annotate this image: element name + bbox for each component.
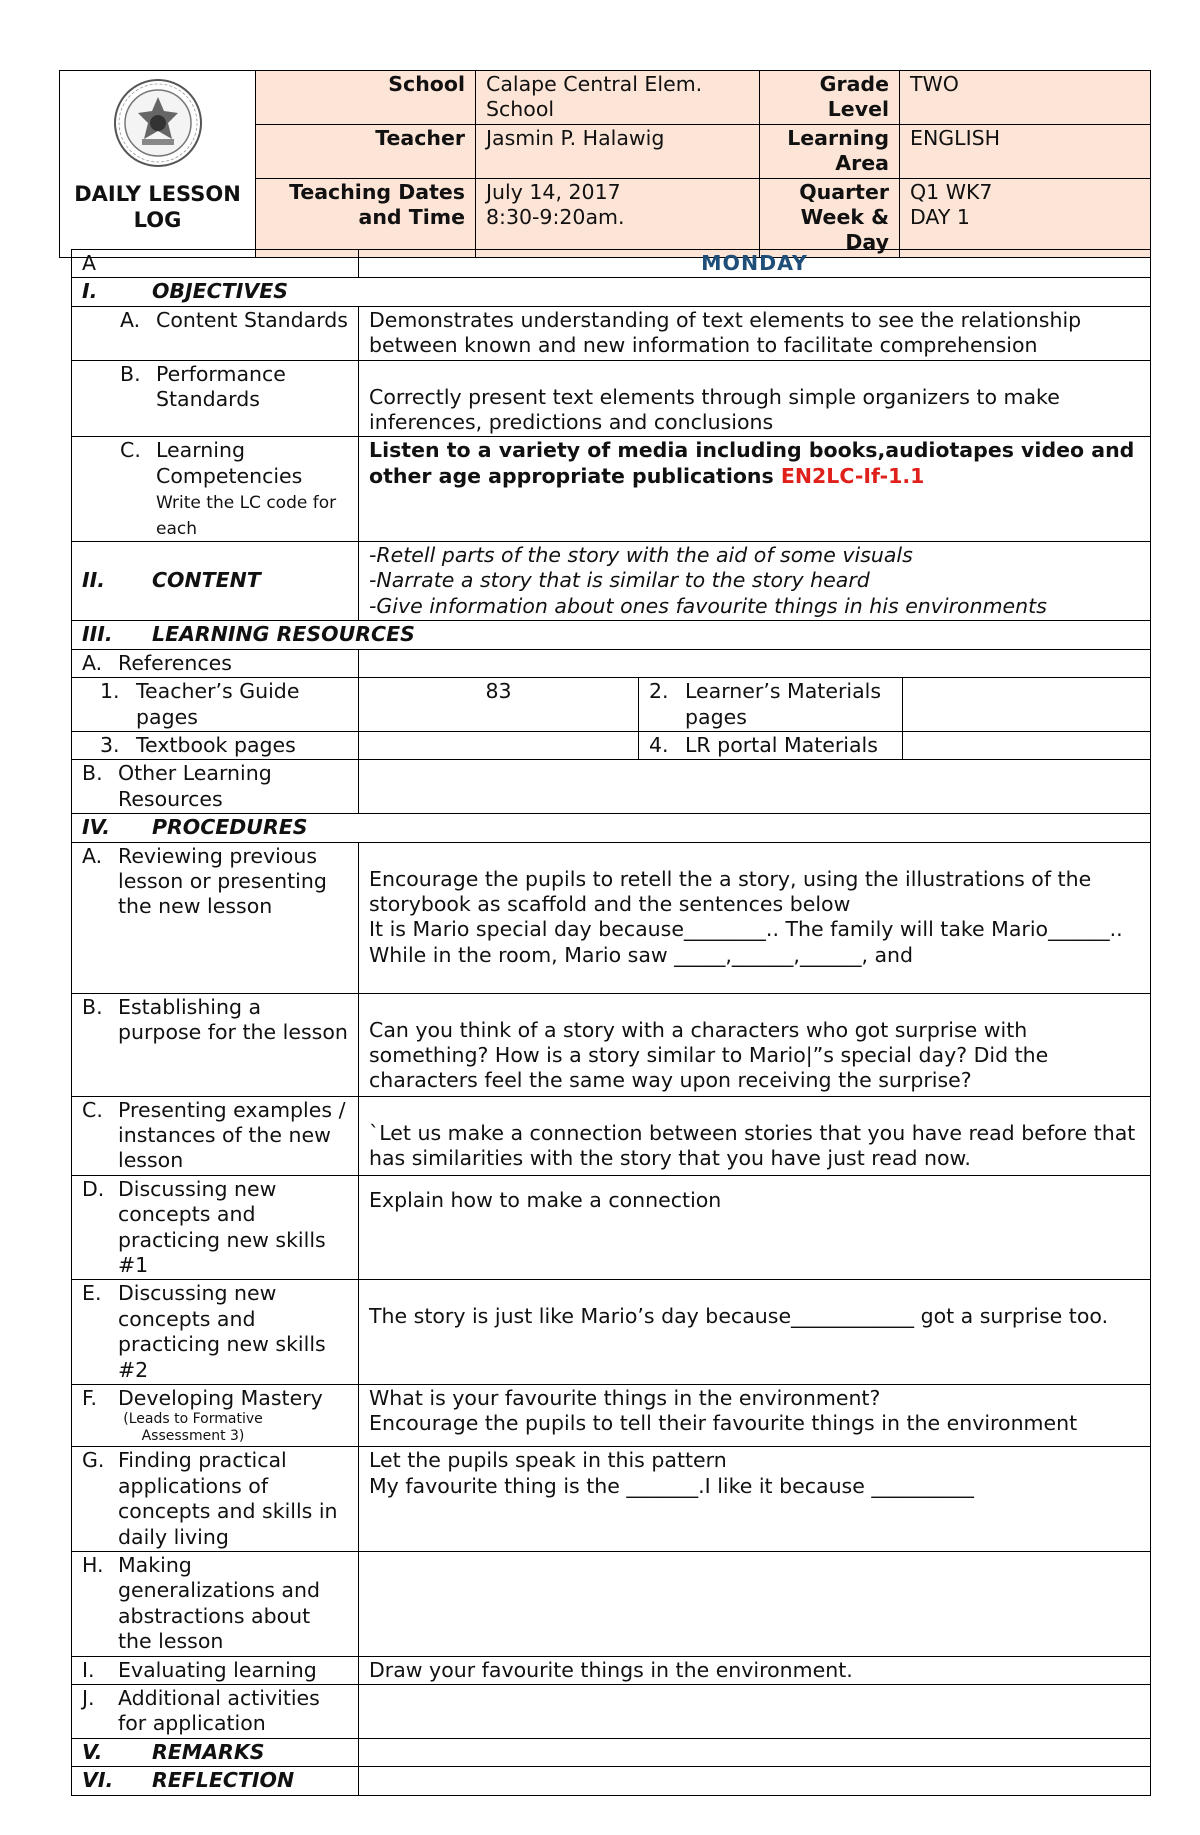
objectives-num: I.: [82, 279, 98, 304]
proc-c-row: [72, 1096, 1151, 1175]
proc-a-row: [72, 842, 1151, 993]
proc-j-key: J.: [82, 1686, 95, 1711]
performance-standards-text: Performance Standards: [156, 361, 286, 412]
proc-a-line1: Encourage the pupils to retell the a story, using the illustrations of the storybook as scaffold and the sentences below: [369, 866, 1092, 916]
resources-heading: [72, 621, 1151, 649]
proc-f-key: F.: [82, 1386, 98, 1410]
reflection-title: REFLECTION: [152, 1768, 295, 1793]
proc-c-value: `Let us make a connection between stories that you have read before that has similarities with the story that you have just read now.: [359, 1096, 1151, 1175]
remarks-num: V.: [82, 1739, 103, 1764]
day-row: [72, 250, 1151, 278]
area-label: Learning Area: [760, 124, 900, 178]
proc-e-text: Discussing new concepts and practicing new skills #2: [118, 1281, 326, 1382]
content-value: [359, 542, 1151, 621]
logo-title: [70, 181, 245, 233]
proc-g-value: [359, 1447, 1151, 1552]
proc-i-key: I.: [82, 1657, 95, 1682]
proc-b-label: [72, 993, 359, 1096]
remarks-title: REMARKS: [152, 1739, 265, 1764]
school-value: Calape Central Elem. School: [476, 71, 760, 125]
proc-i-text: Evaluating learning: [118, 1657, 317, 1682]
competencies-row: [72, 437, 1151, 542]
proc-g-line1: Let the pupils speak in this pattern: [369, 1448, 727, 1473]
content-line-1: -Retell parts of the story with the aid of some visuals: [369, 543, 913, 568]
header-row-school: [60, 71, 1151, 125]
day-label: MONDAY: [359, 250, 1151, 278]
proc-f-line1: What is your favourite things in the environment?: [369, 1386, 881, 1410]
quarter-value: [900, 178, 1151, 257]
procedures-title: PROCEDURES: [152, 815, 308, 840]
proc-a-line2: It is Mario special day because________.. The family will take Mario______.. While in the room, Mario saw _____,______,______, and: [369, 917, 1123, 967]
tg-label: [72, 678, 359, 732]
proc-a-value: [359, 842, 1151, 993]
logo-title-line1: DAILY LESSON: [74, 182, 241, 207]
content-row: [72, 542, 1151, 621]
proc-i-label: [72, 1656, 359, 1684]
lm-value: [903, 678, 1151, 732]
proc-f-value: [359, 1385, 1151, 1447]
content-heading: [72, 542, 359, 621]
performance-standards-value: Correctly present text elements through simple organizers to make inferences, predictions and conclusions: [359, 360, 1151, 437]
proc-a-key: A.: [82, 843, 103, 868]
proc-g-row: [72, 1447, 1151, 1552]
proc-j-label: [72, 1685, 359, 1739]
proc-j-text: Additional activities for application: [118, 1686, 320, 1736]
objectives-title: OBJECTIVES: [152, 279, 288, 304]
proc-c-label: [72, 1096, 359, 1175]
col-a-label: A: [72, 250, 359, 278]
performance-standards-key: B.: [120, 361, 141, 386]
reflection-heading: [72, 1767, 359, 1795]
proc-g-key: G.: [82, 1448, 105, 1473]
proc-c-key: C.: [82, 1097, 103, 1122]
quarter-value-line2: DAY 1: [910, 205, 970, 230]
references-text: References: [118, 650, 232, 675]
proc-g-line2: My favourite thing is the _______.I like it because __________: [369, 1473, 974, 1498]
quarter-label: Quarter Week & Day: [760, 178, 900, 257]
proc-h-row: [72, 1552, 1151, 1657]
lc-code: EN2LC-If-1.1: [780, 463, 925, 488]
content-standards-key: A.: [120, 307, 141, 332]
proc-a-text: Reviewing previous lesson or presenting the new lesson: [118, 843, 327, 919]
other-resources-value: [359, 760, 1151, 814]
tb-key: 3.: [100, 732, 120, 757]
competencies-text: Learning Competencies: [156, 438, 303, 488]
references-label: [72, 649, 359, 677]
references-key: A.: [82, 650, 103, 675]
grade-label: Grade Level: [760, 71, 900, 125]
proc-e-label: [72, 1280, 359, 1385]
proc-f-note: (Leads to Formative Assessment 3): [123, 1411, 263, 1445]
other-resources-row: [72, 760, 1151, 814]
school-label: School: [256, 71, 476, 125]
lm-text: Learner’s Materials pages: [685, 679, 882, 729]
tb-lr-row: [72, 731, 1151, 759]
proc-h-text: Making generalizations and abstractions about the lesson: [118, 1553, 320, 1654]
content-line-3: -Give information about ones favourite things in his environments: [369, 593, 1047, 618]
competencies-note: Write the LC code for each: [156, 493, 337, 539]
competencies-value-text: Listen to a variety of media including books,audiotapes video and other age appropriate publications: [369, 438, 1135, 488]
content-standards-label: [72, 306, 359, 360]
proc-e-value: The story is just like Mario’s day because____________ got a surprise too.: [359, 1280, 1151, 1385]
objectives-heading: [72, 278, 1151, 306]
lr-value: [903, 731, 1151, 759]
deped-seal-icon: [112, 77, 204, 169]
performance-standards-row: [72, 360, 1151, 437]
lr-label: [639, 731, 903, 759]
content-standards-value: Demonstrates understanding of text elements to see the relationship between known and new information to facilitate comprehension: [359, 306, 1151, 360]
teacher-label: Teacher: [256, 124, 476, 178]
dates-value-line1: July 14, 2017: [486, 179, 621, 204]
remarks-value: [359, 1738, 1151, 1766]
other-resources-key: B.: [82, 761, 103, 786]
tb-value: [359, 731, 639, 759]
reflection-row: [72, 1767, 1151, 1795]
other-resources-text: Other Learning Resources: [118, 761, 272, 811]
dates-value-line2: 8:30-9:20am.: [486, 205, 625, 230]
quarter-value-line1: Q1 WK7: [910, 179, 993, 204]
competencies-label: [72, 437, 359, 542]
remarks-row: [72, 1738, 1151, 1766]
reflection-value: [359, 1767, 1151, 1795]
teacher-value: Jasmin P. Halawig: [476, 124, 760, 178]
logo-cell: [60, 71, 256, 258]
proc-d-text: Discussing new concepts and practicing new skills #1: [118, 1176, 326, 1277]
lr-text: LR portal Materials: [685, 732, 878, 757]
proc-b-value: Can you think of a story with a characters who got surprise with something? How is a story similar to Mario|”s special day? Did the characters feel the same way upon receiving the surprise?: [359, 993, 1151, 1096]
proc-f-line2: Encourage the pupils to tell their favourite things in the environment: [369, 1411, 1078, 1436]
proc-d-row: [72, 1175, 1151, 1280]
area-value: ENGLISH: [900, 124, 1151, 178]
logo-title-line2: LOG: [133, 208, 182, 233]
proc-h-key: H.: [82, 1553, 104, 1578]
proc-i-value: Draw your favourite things in the environment.: [359, 1656, 1151, 1684]
content-title: CONTENT: [152, 568, 261, 593]
tg-key: 1.: [100, 679, 120, 704]
competencies-value: [359, 437, 1151, 542]
section-resources: [72, 621, 1151, 649]
content-line-2: -Narrate a story that is similar to the story heard: [369, 568, 870, 593]
proc-e-row: [72, 1280, 1151, 1385]
proc-h-value: [359, 1552, 1151, 1657]
proc-b-row: [72, 993, 1151, 1096]
procedures-num: IV.: [82, 815, 111, 840]
grade-value: TWO: [900, 71, 1151, 125]
references-row: [72, 649, 1151, 677]
performance-standards-label: [72, 360, 359, 437]
tb-label: [72, 731, 359, 759]
competencies-key: C.: [120, 438, 141, 463]
tg-lm-row: [72, 678, 1151, 732]
proc-j-row: [72, 1685, 1151, 1739]
proc-d-value: Explain how to make a connection: [359, 1175, 1151, 1280]
procedures-heading: [72, 814, 1151, 842]
remarks-heading: [72, 1738, 359, 1766]
content-standards-text: Content Standards: [156, 307, 348, 332]
proc-f-row: [72, 1385, 1151, 1447]
content-num: II.: [82, 568, 106, 593]
proc-g-text: Finding practical applications of concepts and skills in daily living: [118, 1448, 338, 1549]
proc-f-text: Developing Mastery: [118, 1386, 323, 1410]
tg-text: Teacher’s Guide pages: [136, 679, 300, 729]
tb-text: Textbook pages: [136, 732, 296, 757]
reflection-num: VI.: [82, 1768, 114, 1793]
proc-d-label: [72, 1175, 359, 1280]
proc-e-key: E.: [82, 1281, 102, 1306]
resources-num: III.: [82, 622, 113, 647]
content-standards-row: [72, 306, 1151, 360]
dates-label: Teaching Dates and Time: [256, 178, 476, 257]
dates-value: [476, 178, 760, 257]
proc-g-label: [72, 1447, 359, 1552]
proc-h-label: [72, 1552, 359, 1657]
proc-d-key: D.: [82, 1176, 105, 1201]
lesson-log-table: [71, 249, 1151, 1796]
proc-a-label: [72, 842, 359, 993]
proc-f-label: [72, 1385, 359, 1447]
lr-key: 4.: [649, 732, 669, 757]
other-resources-label: [72, 760, 359, 814]
proc-j-value: [359, 1685, 1151, 1739]
resources-title: LEARNING RESOURCES: [152, 622, 415, 647]
proc-c-text: Presenting examples / instances of the new lesson: [118, 1097, 346, 1173]
lm-label: [639, 678, 903, 732]
section-procedures: [72, 814, 1151, 842]
references-value: [359, 649, 1151, 677]
header-table: [59, 70, 1151, 258]
proc-b-text: Establishing a purpose for the lesson: [118, 994, 348, 1044]
section-objectives: [72, 278, 1151, 306]
proc-b-key: B.: [82, 994, 103, 1019]
proc-i-row: [72, 1656, 1151, 1684]
tg-value: 83: [359, 678, 639, 732]
lm-key: 2.: [649, 679, 669, 704]
